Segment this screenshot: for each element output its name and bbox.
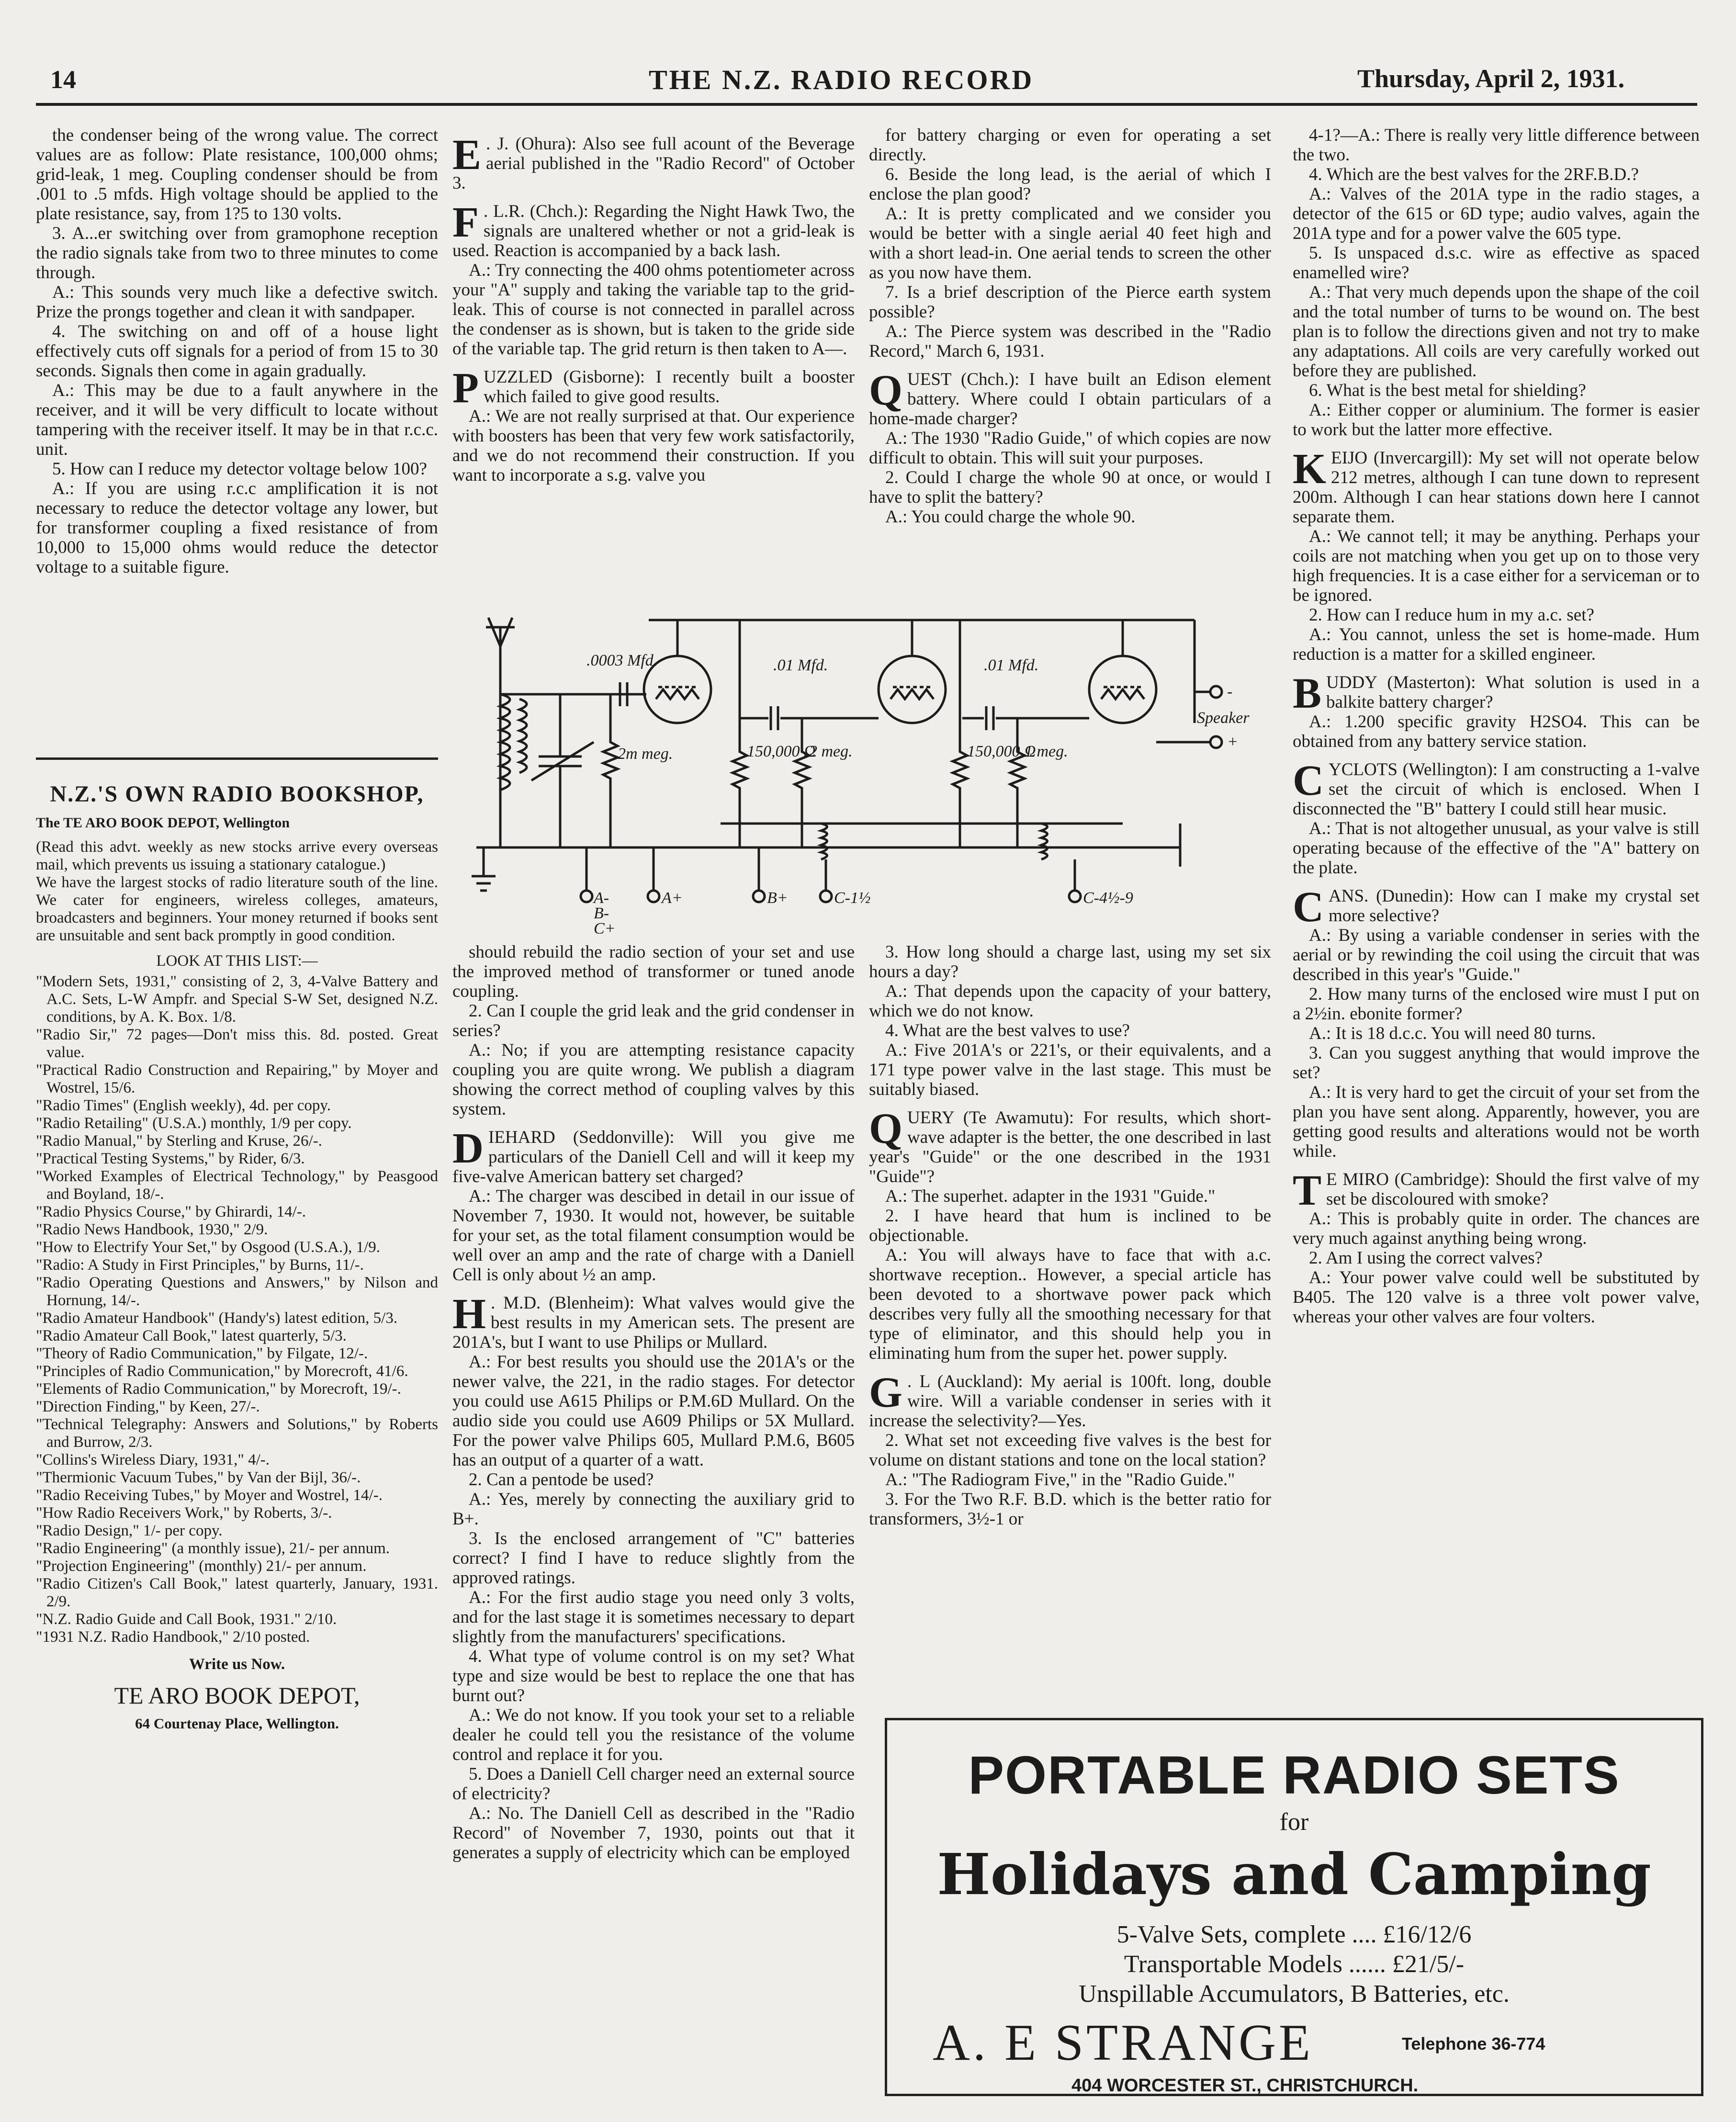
paragraph-text: UERY (Te Awamutu): For results, which short-wave adapter is the better, the one described in last year's "Guide" or the one described in the 1931 "Guide"? — [869, 1108, 1271, 1186]
paragraph — [869, 507, 1271, 527]
paragraph-text: 3. Is the enclosed arrangement of "C" batteries correct? I find I have to reduce slightly from the approved ratings. — [452, 1529, 855, 1588]
paragraph-text: 6. What is the best metal for shielding? — [1309, 381, 1586, 400]
drop-cap: C — [1293, 883, 1324, 931]
speaker-label: Speaker — [1197, 709, 1250, 727]
paragraph-text: 5. Does a Daniell Cell charger need an external source of electricity? — [452, 1764, 855, 1804]
variable-capacitor-arrow — [531, 742, 594, 780]
paragraph-text: 2. What set not exceeding five valves is the best for volume on distant stations and tone on the local station? — [869, 1431, 1271, 1470]
book-list-item: "Projection Engineering" (monthly) 21/- per annum. — [36, 1558, 367, 1575]
paragraph — [869, 125, 1271, 165]
drop-cap: C — [1293, 757, 1324, 804]
circuit-diagram — [452, 598, 1271, 934]
paragraph-text: A.: This is probably quite in order. The chances are very much against anything being wrong. — [1293, 1209, 1700, 1248]
paragraph-text: 7. Is a brief description of the Pierce earth system possible? — [869, 282, 1271, 322]
header-rule — [36, 103, 1697, 106]
paragraph-text: A.: Either copper or aluminium. The former is easier to work but the latter more effective. — [1293, 400, 1700, 440]
paragraph-text: A.: We cannot tell; it may be anything. Perhaps your coils are not matching when you get up on to those very high frequencies. It is a case either for a serviceman or to be ignored. — [1293, 527, 1700, 605]
term-c-label: C+ — [594, 920, 616, 934]
paragraph-text: A.: Yes, merely by connecting the auxiliary grid to B+. — [452, 1490, 855, 1529]
paragraph — [1293, 445, 1700, 527]
paragraph — [869, 1369, 1271, 1431]
column-3-top — [869, 125, 1271, 597]
paragraph-text: A.: It is pretty complicated and we consider you would be better with a single aerial 40 feet high and with a short lead-in. One aerial tends to screen the other as you now have them. — [869, 204, 1271, 282]
ad-line-3: Unspillable Accumulators, B Batteries, etc. — [1079, 1980, 1510, 2008]
book-list-item: "Worked Examples of Electrical Technology," by Peasgood and Boyland, 18/-. — [36, 1168, 438, 1203]
paragraph-text: A.: You cannot, unless the set is home-made. Hum reduction is a matter for a skilled engineer. — [1293, 625, 1700, 664]
paragraph — [1293, 1248, 1700, 1268]
paragraph — [869, 322, 1271, 361]
term-c2-label: C-4½-9 — [1083, 889, 1133, 907]
book-list-item: "Radio Engineering" (a monthly issue), 21/- per annum. — [36, 1540, 390, 1557]
paragraph — [452, 1529, 855, 1588]
paragraph — [452, 1764, 855, 1804]
drop-cap: D — [452, 1125, 484, 1172]
paragraph — [1293, 712, 1700, 751]
aerial-symbol — [486, 618, 515, 646]
paragraph — [452, 364, 855, 412]
paragraph-text: A.: We are not really surprised at that. Our experience with boosters has been that very few work satisfactorily, and we do not recommend their construction. If you want to incorporate a s.g. valve you — [452, 406, 855, 485]
speaker-plus: + — [1227, 733, 1238, 751]
paragraph-text: 2. Can a pentode be used? — [469, 1470, 654, 1490]
paragraph — [869, 1105, 1271, 1186]
paragraph-text: A.: Try connecting the 400 ohms potentiometer across your "A" supply and taking the variable tap to the grid-leak. This of course is not connected in parallel across the condenser as is shown, but is taken to the gride side of the variable tap. The grid return is then taken to A—. — [452, 260, 855, 359]
paragraph-text: 2. I have heard that hum is inclined to be objectionable. — [869, 1206, 1271, 1245]
terminal-a-plus — [648, 891, 659, 902]
book-list-item: "Practical Radio Construction and Repairing," by Moyer and Wostrel, 15/6. — [36, 1061, 438, 1096]
paragraph — [1293, 243, 1700, 282]
paragraph-text: . L (Auckland): My aerial is 100ft. long, double wire. Will a variable condenser in series with it increase the selectivity?—Yes. — [869, 1372, 1271, 1431]
paragraph — [1293, 1209, 1700, 1248]
paragraph-text: A.: That is not altogether unusual, as your valve is still operating because of the effective of the "A" battery on the plate. — [1293, 819, 1700, 878]
drop-cap: T — [1293, 1167, 1322, 1214]
book-list-item: "1931 N.Z. Radio Handbook," 2/10 posted. — [36, 1628, 310, 1646]
paragraph: A.: If you are using r.c.c amplification it is not necessary to reduce the detector voltage any lower, but for transformer coupling a fixed resistance of from 10,000 to 15,000 ohms would reduce the detector voltage to a suitable figure. — [36, 479, 438, 577]
paragraph — [1293, 1083, 1700, 1161]
paragraph: 4. The switching on and off of a house light effectively cuts off signals for a period of from 15 to 30 seconds. Signals then come in again gradually. — [36, 322, 438, 381]
book-list-item: "Direction Finding," by Keen, 27/-. — [36, 1398, 260, 1415]
paragraph — [452, 1125, 855, 1186]
ad-headline-2: Holidays and Camping — [937, 1841, 1651, 1908]
book-list-item: "Elements of Radio Communication," by Morecroft, 19/-. — [36, 1380, 401, 1398]
paragraph — [452, 942, 855, 1001]
bookshop-paragraph: We have the largest stocks of radio literature south of the line. We cater for engineers, wireless colleges, amateurs, broadcasters and beginners. Your money returned if books sent are unsuitable and sent back promptly in good condition. — [36, 874, 438, 944]
paragraph — [452, 1186, 855, 1285]
book-list — [36, 973, 438, 1646]
tuning-coil — [500, 694, 510, 790]
paragraph-text: A.: Your power valve could well be substituted by B405. The 120 valve is a three volt power valve, whereas your other valves are four volters. — [1293, 1268, 1700, 1327]
paragraph — [452, 1352, 855, 1470]
r2-label: 150,000 Ω — [747, 743, 816, 760]
page-number: 14 — [50, 65, 76, 94]
book-list-item: "Radio Design," 1/- per copy. — [36, 1522, 223, 1539]
paragraph-text: 3. For the Two R.F. B.D. which is the better ratio for transformers, 3½-1 or — [869, 1490, 1271, 1529]
paragraph-text: 4. Which are the best valves for the 2RF.B.D.? — [1309, 165, 1639, 184]
paragraph-text: A.: No; if you are attempting resistance capacity coupling you are quite wrong. We publish a diagram showing the correct method of coupling valves by this system. — [452, 1040, 855, 1119]
paragraph: 5. How can I reduce my detector voltage below 100? — [52, 459, 427, 479]
terminal-c-1 — [820, 891, 832, 902]
paragraph — [452, 1040, 855, 1119]
bookshop-advert — [36, 772, 438, 2108]
paragraph — [452, 1490, 855, 1529]
paragraph — [1293, 984, 1700, 1024]
ad-line-2: Transportable Models ...... £21/5/- — [1124, 1951, 1465, 1978]
paragraph-text: should rebuild the radio section of your set and use the improved method of transformer or tuned anode coupling. — [452, 942, 855, 1001]
book-list-item: "Collins's Wireless Diary, 1931," 4/-. — [36, 1451, 270, 1468]
paragraph: A.: This may be due to a fault anywhere in the receiver, and it will be very difficult to locate without tampering with the receiver itself. It may be in that r.c.c. unit. — [36, 381, 438, 459]
column-2-top — [452, 125, 855, 597]
drop-cap: Q — [869, 1105, 903, 1152]
paragraph-text: . L.R. (Chch.): Regarding the Night Hawk Two, the signals are unaltered whether or not a grid-leak is used. Reaction is accompanied by a back lash. — [452, 202, 855, 260]
paragraph-text: . J. (Ohura): Also see full acount of the Beverage aerial published in the "Radio Record" of October 3. — [452, 134, 855, 193]
paragraph — [452, 260, 855, 359]
paragraph — [1293, 1024, 1700, 1043]
book-list-item: "Theory of Radio Communication," by Filgate, 12/-. — [36, 1345, 368, 1362]
paragraph — [452, 1470, 855, 1490]
paragraph — [1293, 1167, 1700, 1214]
book-list-item: "Modern Sets, 1931," consisting of 2, 3, 4-Valve Battery and A.C. Sets, L-W Ampfr. and Special S-W Set, designed N.Z. conditions, by A. K. Box. 1/8. — [36, 973, 438, 1026]
book-list-item: "Radio Manual," by Sterling and Kruse, 26/-. — [36, 1132, 322, 1150]
book-list-item: "Radio Receiving Tubes," by Moyer and Wostrel, 14/-. — [36, 1487, 383, 1504]
paragraph-text: A.: That depends upon the capacity of your battery, which we do not know. — [869, 982, 1271, 1021]
paragraph — [1293, 605, 1700, 625]
write-us: Write us Now. — [189, 1656, 285, 1673]
paragraph — [1293, 1268, 1700, 1327]
paragraph-text: A.: The Pierce system was described in the "Radio Record," March 6, 1931. — [869, 322, 1271, 361]
r3-label: 2 meg. — [809, 743, 853, 760]
paragraph — [869, 1206, 1271, 1245]
paragraph-text: 2. Could I charge the whole 90 at once, or would I have to split the battery? — [869, 468, 1271, 507]
terminal-c-2 — [1069, 891, 1081, 902]
paragraph-text: A.: Valves of the 201A type in the radio stages, a detector of the 615 or 6D type; audio valves, again the 201A type and for a power valve the 605 type. — [1293, 184, 1700, 243]
paragraph-text: . M.D. (Blenheim): What valves would give the best results in my American sets. The present are 201A's, but I want to use Philips or Mullard. — [452, 1293, 855, 1352]
r4-label: 150,000 Ω — [967, 743, 1036, 760]
paragraph — [869, 1431, 1271, 1470]
paragraph-text: 3. Can you suggest anything that would improve the set? — [1293, 1043, 1700, 1083]
column-2-bottom — [452, 942, 855, 2101]
book-list-item: "Radio: A Study in First Principles," by Burns, 11/-. — [36, 1256, 364, 1274]
paragraph — [869, 942, 1271, 982]
paragraph-text: IEHARD (Seddonville): Will you give me particulars of the Daniell Cell and will it keep my five-valve American battery set charged? — [452, 1128, 855, 1186]
paragraph — [452, 1001, 855, 1040]
term-bplus-label: B+ — [767, 889, 788, 907]
paragraph — [869, 1490, 1271, 1529]
paragraph-text: ANS. (Dunedin): How can I make my crystal set more selective? — [1329, 886, 1700, 926]
paragraph — [452, 406, 855, 485]
paragraph — [1293, 400, 1700, 440]
paragraph-text: A.: For best results you should use the 201A's or the newer valve, the 221, in the radio stages. For detector you could use A615 Philips or P.M.6D Mullard. On the audio side you could use A609 Philips or 5X Mullard. For the power valve Philips 605, Mullard P.M.6, B605 has an output of a quarter of a watt. — [452, 1352, 855, 1470]
paragraph-text: 4-1?—A.: There is really very little difference between the two. — [1293, 125, 1700, 165]
paragraph-text: A.: It is 18 d.c.c. You will need 80 turns. — [1309, 1024, 1596, 1043]
depot-address: 64 Courtenay Place, Wellington. — [135, 1715, 339, 1732]
paragraph — [452, 1804, 855, 1862]
book-list-item: "Radio Physics Course," by Ghirardi, 14/-. — [36, 1203, 306, 1220]
drop-cap: G — [869, 1369, 903, 1416]
terminal-a-minus — [581, 891, 592, 902]
paragraph: A.: This sounds very much like a defective switch. Prize the prongs together and clean it with sandpaper. — [36, 282, 438, 322]
cap2-label: .01 Mfd. — [773, 656, 828, 674]
paragraph — [869, 165, 1271, 204]
column-4 — [1293, 125, 1700, 1710]
column-3-bottom — [869, 942, 1271, 1704]
paragraph — [869, 1186, 1271, 1206]
paragraph-text: A.: That very much depends upon the shape of the coil and the total number of turns to be wound on. The best plan is to follow the directions given and not try to make any adaptations. All coils are very carefully worked out before they are published. — [1293, 282, 1700, 381]
book-list-item: "Radio Times" (English weekly), 4d. per copy. — [36, 1097, 331, 1114]
paragraph-text: A.: By using a variable condenser in series with the aerial or by rewinding the coil using the circuit that was described in this year's "Guide." — [1293, 926, 1700, 984]
bookshop-intro: (Read this advt. weekly as new stocks arrive every overseas mail, which prevents us issuing a stationary catalogue.) — [36, 838, 438, 873]
book-list-item: "Radio Amateur Handbook" (Handy's) latest edition, 5/3. — [36, 1309, 398, 1327]
paragraph — [869, 1021, 1271, 1040]
term-a-label: A- — [594, 889, 609, 907]
portable-radio-advert — [885, 1718, 1703, 2096]
paragraph — [1293, 625, 1700, 664]
ad-address: 404 WORCESTER ST., CHRISTCHURCH. — [1071, 2076, 1419, 2096]
paragraph-text: A.: For the first audio stage you need only 3 volts, and for the last stage it is sometimes necessary to depart slightly from the manufacturers' specifications. — [452, 1588, 855, 1647]
drop-cap: F — [452, 199, 479, 246]
paragraph-text: A.: We do not know. If you took your set to a reliable dealer he could tell you the resistance of the volume control and replace it for you. — [452, 1705, 855, 1764]
paragraph-text: EIJO (Invercargill): My set will not operate below 212 metres, although I can tune down to represent 200m. Although I can hear stations down here I cannot separate them. — [1293, 448, 1700, 527]
paragraph — [1293, 282, 1700, 381]
paragraph — [452, 1588, 855, 1647]
masthead-title: THE N.Z. RADIO RECORD — [649, 64, 1034, 95]
ad-for: for — [1279, 1808, 1309, 1836]
terminal-b-plus — [753, 891, 765, 902]
paragraph — [869, 282, 1271, 322]
paragraph-text: UEST (Chch.): I have built an Edison element battery. Where could I obtain particulars of a home-made charger? — [869, 370, 1271, 429]
paragraph-text: A.: The 1930 "Radio Guide," of which copies are now difficult to obtain. This will suit your purposes. — [869, 429, 1271, 468]
section-rule — [36, 757, 438, 760]
paragraph-text: 2. How can I reduce hum in my a.c. set? — [1309, 605, 1594, 625]
paragraph — [869, 468, 1271, 507]
paragraph — [1293, 819, 1700, 878]
cap3-label: .01 Mfd. — [984, 656, 1039, 674]
paragraph-text: YCLOTS (Wellington): I am constructing a 1-valve set the circuit of which is enclosed. When I disconnected the "B" battery I could still hear music. — [1293, 760, 1700, 819]
paragraph — [452, 131, 855, 193]
paragraph-text: A.: Five 201A's or 221's, or their equivalents, and a 171 type power valve in the last stage. This must be suitably biased. — [869, 1040, 1271, 1099]
paragraph — [1293, 670, 1700, 717]
paragraph — [452, 199, 855, 260]
drop-cap: B — [1293, 670, 1322, 717]
r1-label: 2m meg. — [618, 745, 673, 763]
speaker-terminal-minus — [1210, 686, 1222, 698]
paragraph-text: 2. Am I using the correct valves? — [1309, 1248, 1543, 1268]
paragraph — [869, 367, 1271, 429]
paragraph — [869, 1040, 1271, 1099]
book-list-item: "Radio Amateur Call Book," latest quarterly, 5/3. — [36, 1327, 347, 1344]
paragraph — [1293, 381, 1700, 400]
paragraph — [1293, 1043, 1700, 1083]
paragraph-text: 4. What are the best valves to use? — [885, 1021, 1130, 1040]
column-1-top — [36, 125, 438, 719]
book-list-item: "Practical Testing Systems," by Rider, 6/3. — [36, 1150, 305, 1167]
bookshop-title: N.Z.'S OWN RADIO BOOKSHOP, — [50, 781, 424, 807]
book-list-item: "Technical Telegraphy: Answers and Solutions," by Roberts and Burrow, 2/3. — [36, 1416, 438, 1451]
book-list-item: "Radio Citizen's Call Book," latest quarterly, January, 1931. 2/9. — [36, 1575, 438, 1610]
book-list-item: "Radio Operating Questions and Answers," by Nilson and Hornung, 14/-. — [36, 1274, 438, 1309]
book-list-item: "Principles of Radio Communication," by Morecroft, 41/6. — [36, 1363, 408, 1380]
paragraph — [869, 982, 1271, 1021]
paragraph-text: A.: 1.200 specific gravity H2SO4. This can be obtained from any battery service station. — [1293, 712, 1700, 751]
paragraph — [452, 1647, 855, 1705]
paragraph — [869, 204, 1271, 282]
paragraph — [1293, 184, 1700, 243]
term-aplus-label: A+ — [662, 889, 683, 907]
book-list-item: "Radio News Handbook, 1930," 2/9. — [36, 1221, 268, 1238]
term-c1-label: C-1½ — [834, 889, 871, 907]
list-heading: LOOK AT THIS LIST:— — [156, 952, 318, 970]
paragraph — [869, 1470, 1271, 1490]
paragraph-text: A.: The superhet. adapter in the 1931 "Guide." — [885, 1186, 1216, 1206]
ad-telephone: Telephone 36-774 — [1402, 2034, 1545, 2054]
ad-company: A. E STRANGE — [933, 2014, 1313, 2071]
paragraph-text: A.: The charger was descibed in detail in our issue of November 7, 1930. It would not, however, be suitable for your set, as the total filament consumption would be well over an amp and the rate of charge with a Daniell Cell is only about ½ an amp. — [452, 1186, 855, 1285]
book-list-item: "How to Electrify Your Set," by Osgood (U.S.A.), 1/9. — [36, 1239, 381, 1256]
paragraph: the condenser being of the wrong value. The correct values are as follow: Plate resistance, 100,000 ohms; grid-leak, 1 meg. Coupling condenser should be from .001 to .5 mfds. High voltage should be applied to the plate resistance, say, from 1?5 to 130 volts. — [36, 125, 438, 224]
paragraph-text: UZZLED (Gisborne): I recently built a booster which failed to give good results. — [483, 367, 855, 406]
paragraph — [452, 1290, 855, 1352]
cap1-label: .0003 Mfd — [586, 652, 654, 669]
paragraph-text: 5. Is unspaced d.s.c. wire as effective as spaced enamelled wire? — [1293, 243, 1700, 282]
paragraph-text: A.: "The Radiogram Five," in the "Radio Guide." — [885, 1470, 1235, 1490]
paragraph — [869, 429, 1271, 468]
ad-line-1: 5-Valve Sets, complete .... £16/12/6 — [1116, 1921, 1472, 1948]
paragraph-text: for battery charging or even for operating a set directly. — [869, 125, 1271, 165]
paragraph — [452, 1705, 855, 1764]
book-list-item: "Radio Sir," 72 pages—Don't miss this. 8d. posted. Great value. — [36, 1026, 438, 1061]
drop-cap: P — [452, 364, 479, 412]
paragraph-text: A.: No. The Daniell Cell as described in the "Radio Record" of November 7, 1930, points out that it generates a supply of electricity which can be employed — [452, 1804, 855, 1862]
paragraph-text: 2. How many turns of the enclosed wire must I put on a 2½in. ebonite former? — [1293, 984, 1700, 1024]
r5-label: 1 meg. — [1025, 743, 1068, 760]
issue-date: Thursday, April 2, 1931. — [1357, 64, 1625, 93]
paragraph — [1293, 165, 1700, 184]
book-list-item: "Radio Retailing" (U.S.A.) monthly, 1/9 per copy. — [36, 1115, 352, 1132]
speaker-terminal-plus — [1210, 736, 1222, 748]
drop-cap: Q — [869, 367, 903, 414]
paragraph — [1293, 527, 1700, 605]
paragraph-text: 6. Beside the long lead, is the aerial of which I enclose the plan good? — [869, 165, 1271, 204]
paragraph — [1293, 926, 1700, 984]
paragraph — [1293, 757, 1700, 819]
paragraph-text: A.: It is very hard to get the circuit of your set from the plan you have sent along. Apparently, however, you are getting good results and alterations would not be worth while. — [1293, 1083, 1700, 1161]
drop-cap: E — [452, 131, 482, 179]
book-list-item: "How Radio Receivers Work," by Roberts, 3/-. — [36, 1504, 332, 1522]
paragraph-text: 4. What type of volume control is on my set? What type and size would be best to replace the one that has burnt out? — [452, 1647, 855, 1705]
bookshop-subtitle: The TE ARO BOOK DEPOT, Wellington — [36, 815, 290, 831]
depot-name: TE ARO BOOK DEPOT, — [114, 1682, 360, 1709]
paragraph — [1293, 883, 1700, 931]
paragraph-text: E MIRO (Cambridge): Should the first valve of my set be discoloured with smoke? — [1326, 1170, 1700, 1209]
book-list-item: "N.Z. Radio Guide and Call Book, 1931." 2/10. — [36, 1611, 337, 1628]
drop-cap: K — [1293, 445, 1327, 493]
paragraph-text: 3. How long should a charge last, using my set six hours a day? — [869, 942, 1271, 982]
drop-cap: H — [452, 1290, 486, 1338]
paragraph — [869, 1245, 1271, 1363]
term-b-label: B- — [594, 904, 609, 922]
paragraph-text: UDDY (Masterton): What solution is used in a balkite battery charger? — [1326, 673, 1700, 712]
ad-headline: PORTABLE RADIO SETS — [968, 1745, 1620, 1805]
paragraph — [1293, 125, 1700, 165]
paragraph-text: A.: You could charge the whole 90. — [885, 507, 1136, 527]
paragraph-text: 2. Can I couple the grid leak and the grid condenser in series? — [452, 1001, 855, 1040]
speaker-minus: - — [1227, 683, 1233, 700]
paragraph: 3. A...er switching over from gramophone reception the radio signals take from two to three minutes to come through. — [36, 224, 438, 282]
book-list-item: "Thermionic Vacuum Tubes," by Van der Bijl, 36/-. — [36, 1469, 361, 1486]
paragraph-text: A.: You will always have to face that with a.c. shortwave reception.. However, a special article has been devoted to a shortwave power pack which describes very fully all the smoothing necessary for that type of eliminator, and this should help you in eliminating hum from the super het. power supply. — [869, 1245, 1271, 1363]
